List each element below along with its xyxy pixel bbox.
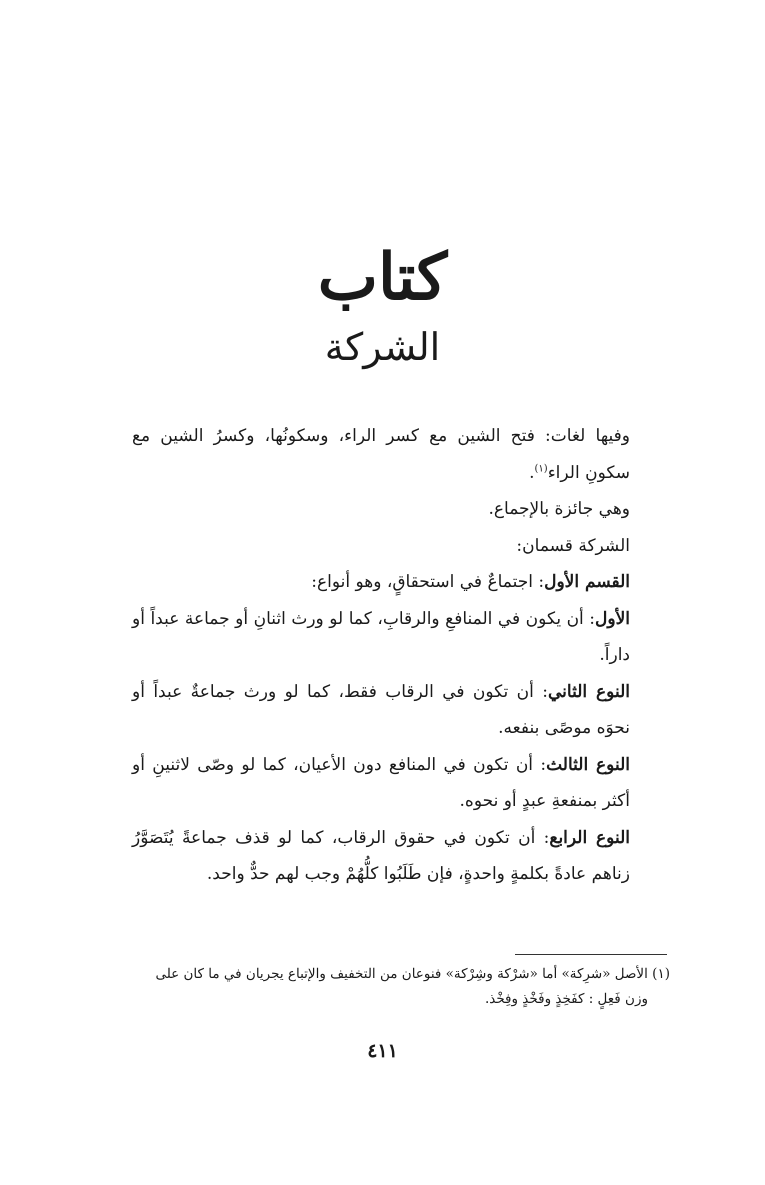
main-text [132, 418, 670, 893]
footnote-line-1: (١) الأصل «شرِكة» أما «شرْكة وشِرْكة» فنوعان من التخفيف والإتباع يجريان في ما كان على [155, 966, 670, 982]
type-4-text: : أن تكون في حقوق الرقاب، كما لو قذف جماعةً يُتَصَوَّرُ زناهم عادةً بكلمةٍ واحدةٍ، فإن طَلَبُوا كلُّهُمْ وجب لهم حدٌّ واحد. [132, 827, 630, 884]
paragraph-permissibility: وهي جائزة بالإجماع. [488, 499, 630, 519]
footnote-divider [515, 954, 667, 955]
intro-languages-end: . [529, 462, 535, 483]
type-1-heading: الأول [595, 608, 630, 629]
chapter-title [0, 236, 765, 372]
type-3-heading: النوع الثالث [546, 754, 630, 775]
type-2-heading: النوع الثاني [548, 681, 630, 702]
paragraph-type-3 [132, 747, 670, 820]
footnote [125, 962, 670, 1012]
chapter-title-main: كتاب [317, 240, 448, 315]
type-1-text: : أن يكون في المنافعِ والرقابِ، كما لو ورث اثنانِ أو جماعة عبداً أو داراً. [132, 608, 630, 665]
page-number: ٤١١ [367, 1040, 398, 1062]
paragraph-type-4 [132, 820, 670, 893]
footnote-line-2: وزن فَعِلٍ : كفَخِذٍ وفَخْذٍ وفِخْذ. [484, 991, 648, 1007]
type-3-text: : أن تكون في المنافع دون الأعيان، كما لو وصّى لاثنينِ أو أكثر بمنفعةِ عبدٍ أو نحوه. [132, 754, 630, 811]
footnote-ref-1[interactable]: (١) [534, 462, 548, 474]
paragraph-type-2 [132, 674, 670, 747]
paragraph-type-1 [132, 601, 670, 674]
paragraph-two-divisions: الشركة قسمان: [516, 535, 630, 556]
type-2-text: : أن تكون في الرقاب فقط، كما لو ورث جماعةٌ عبداً أو نحوَه موصًى بنفعه. [132, 681, 630, 738]
intro-languages-text: وفيها لغات: فتح الشين مع كسر الراء، وسكونُها، وكسرُ الشين مع سكونِ الراء [132, 426, 630, 483]
paragraph-section-1 [132, 564, 670, 601]
paragraph-intro-languages [132, 418, 670, 491]
type-4-heading: النوع الرابع [549, 827, 630, 848]
section-1-heading: القسم الأول [544, 572, 630, 592]
section-1-text: : اجتماعٌ في استحقاقٍ، وهو أنواع: [311, 572, 545, 592]
chapter-title-sub: الشركة [324, 325, 441, 369]
